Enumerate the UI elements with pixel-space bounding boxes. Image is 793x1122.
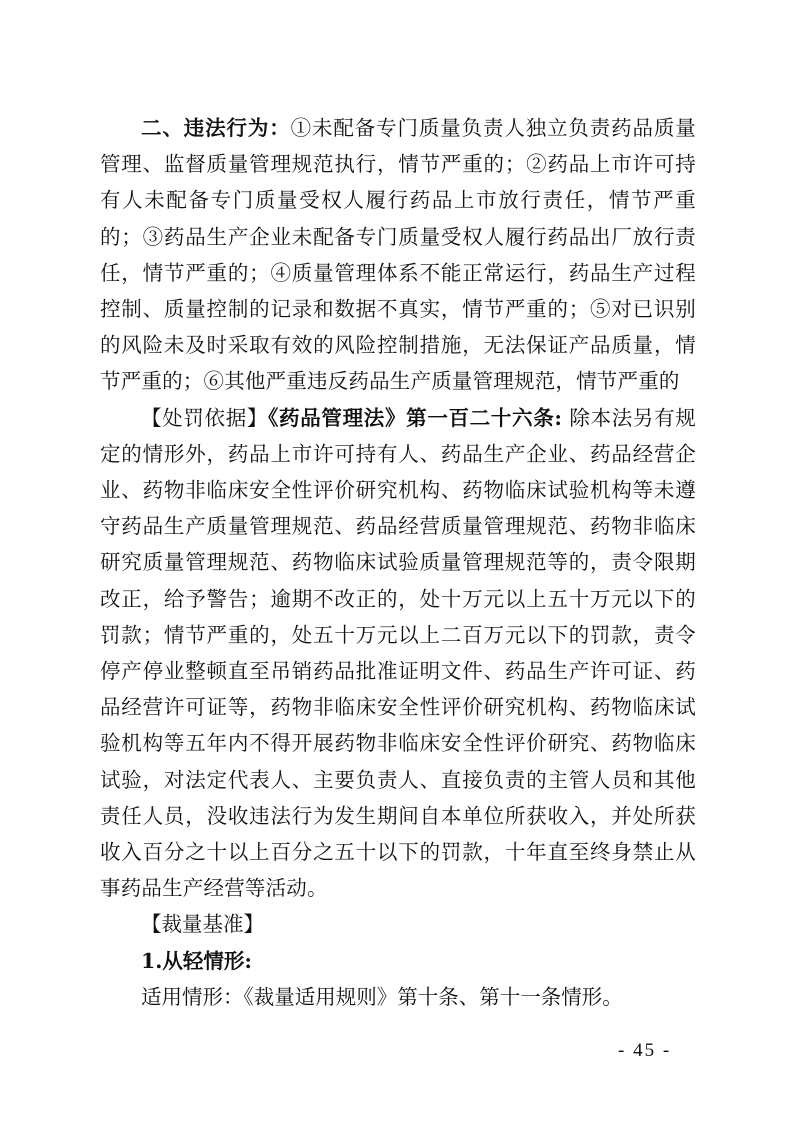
- violation-paragraph: [100, 110, 696, 400]
- page-number: - 45 -: [618, 1040, 672, 1061]
- document-page: [100, 110, 696, 1015]
- basis-label: 【处罚依据】: [141, 405, 269, 430]
- standard-label: 【裁量基准】: [141, 912, 264, 937]
- basis-paragraph: [100, 400, 696, 907]
- lenient-heading: 1.从轻情形:: [141, 948, 252, 973]
- basis-law-reference: 《药品管理法》第一百二十六条:: [268, 405, 563, 430]
- violation-label: 二、违法行为：: [141, 116, 291, 140]
- basis-text: 除本法另有规定的情形外，药品上市许可持有人、药品生产企业、药品经营企业、药物非临床安全性评价研究机构、药物临床试验机构等未遵守药品生产质量管理规范、药品经营质量管理规范、药物非临床研究质量管理规范、药物临床试验质量管理规范等的，责令限期改正，给予警告；逾期不改正的，处十万元以上五十万元以下的罚款；情节严重的，处五十万元以上二百万元以下的罚款，责令停产停业整顿直至吊销药品批准证明文件、药品生产许可证、药品经营许可证等，药物非临床安全性评价研究机构、药物临床试验机构等五年内不得开展药物非临床安全性评价研究、药物临床试验，对法定代表人、主要负责人、直接负责的主管人员和其他责任人员，没收违法行为发生期间自本单位所获收入，并处所获收入百分之十以上百分之五十以下的罚款，十年直至终身禁止从事药品生产经营等活动。: [100, 405, 696, 901]
- violation-text: ①未配备专门质量负责人独立负责药品质量管理、监督质量管理规范执行，情节严重的；②药品上市许可持有人未配备专门质量受权人履行药品上市放行责任，情节严重的；③药品生产企业未配备专门质量受权人履行药品出厂放行责任，情节严重的；④质量管理体系不能正常运行，药品生产过程控制、质量控制的记录和数据不真实，情节严重的；⑤对已识别的风险未及时采取有效的风险控制措施，无法保证产品质量，情节严重的；⑥其他严重违反药品生产质量管理规范，情节严重的: [100, 116, 696, 394]
- lenient-text: 适用情形：《裁量适用规则》第十条、第十一条情形。: [141, 984, 623, 1009]
